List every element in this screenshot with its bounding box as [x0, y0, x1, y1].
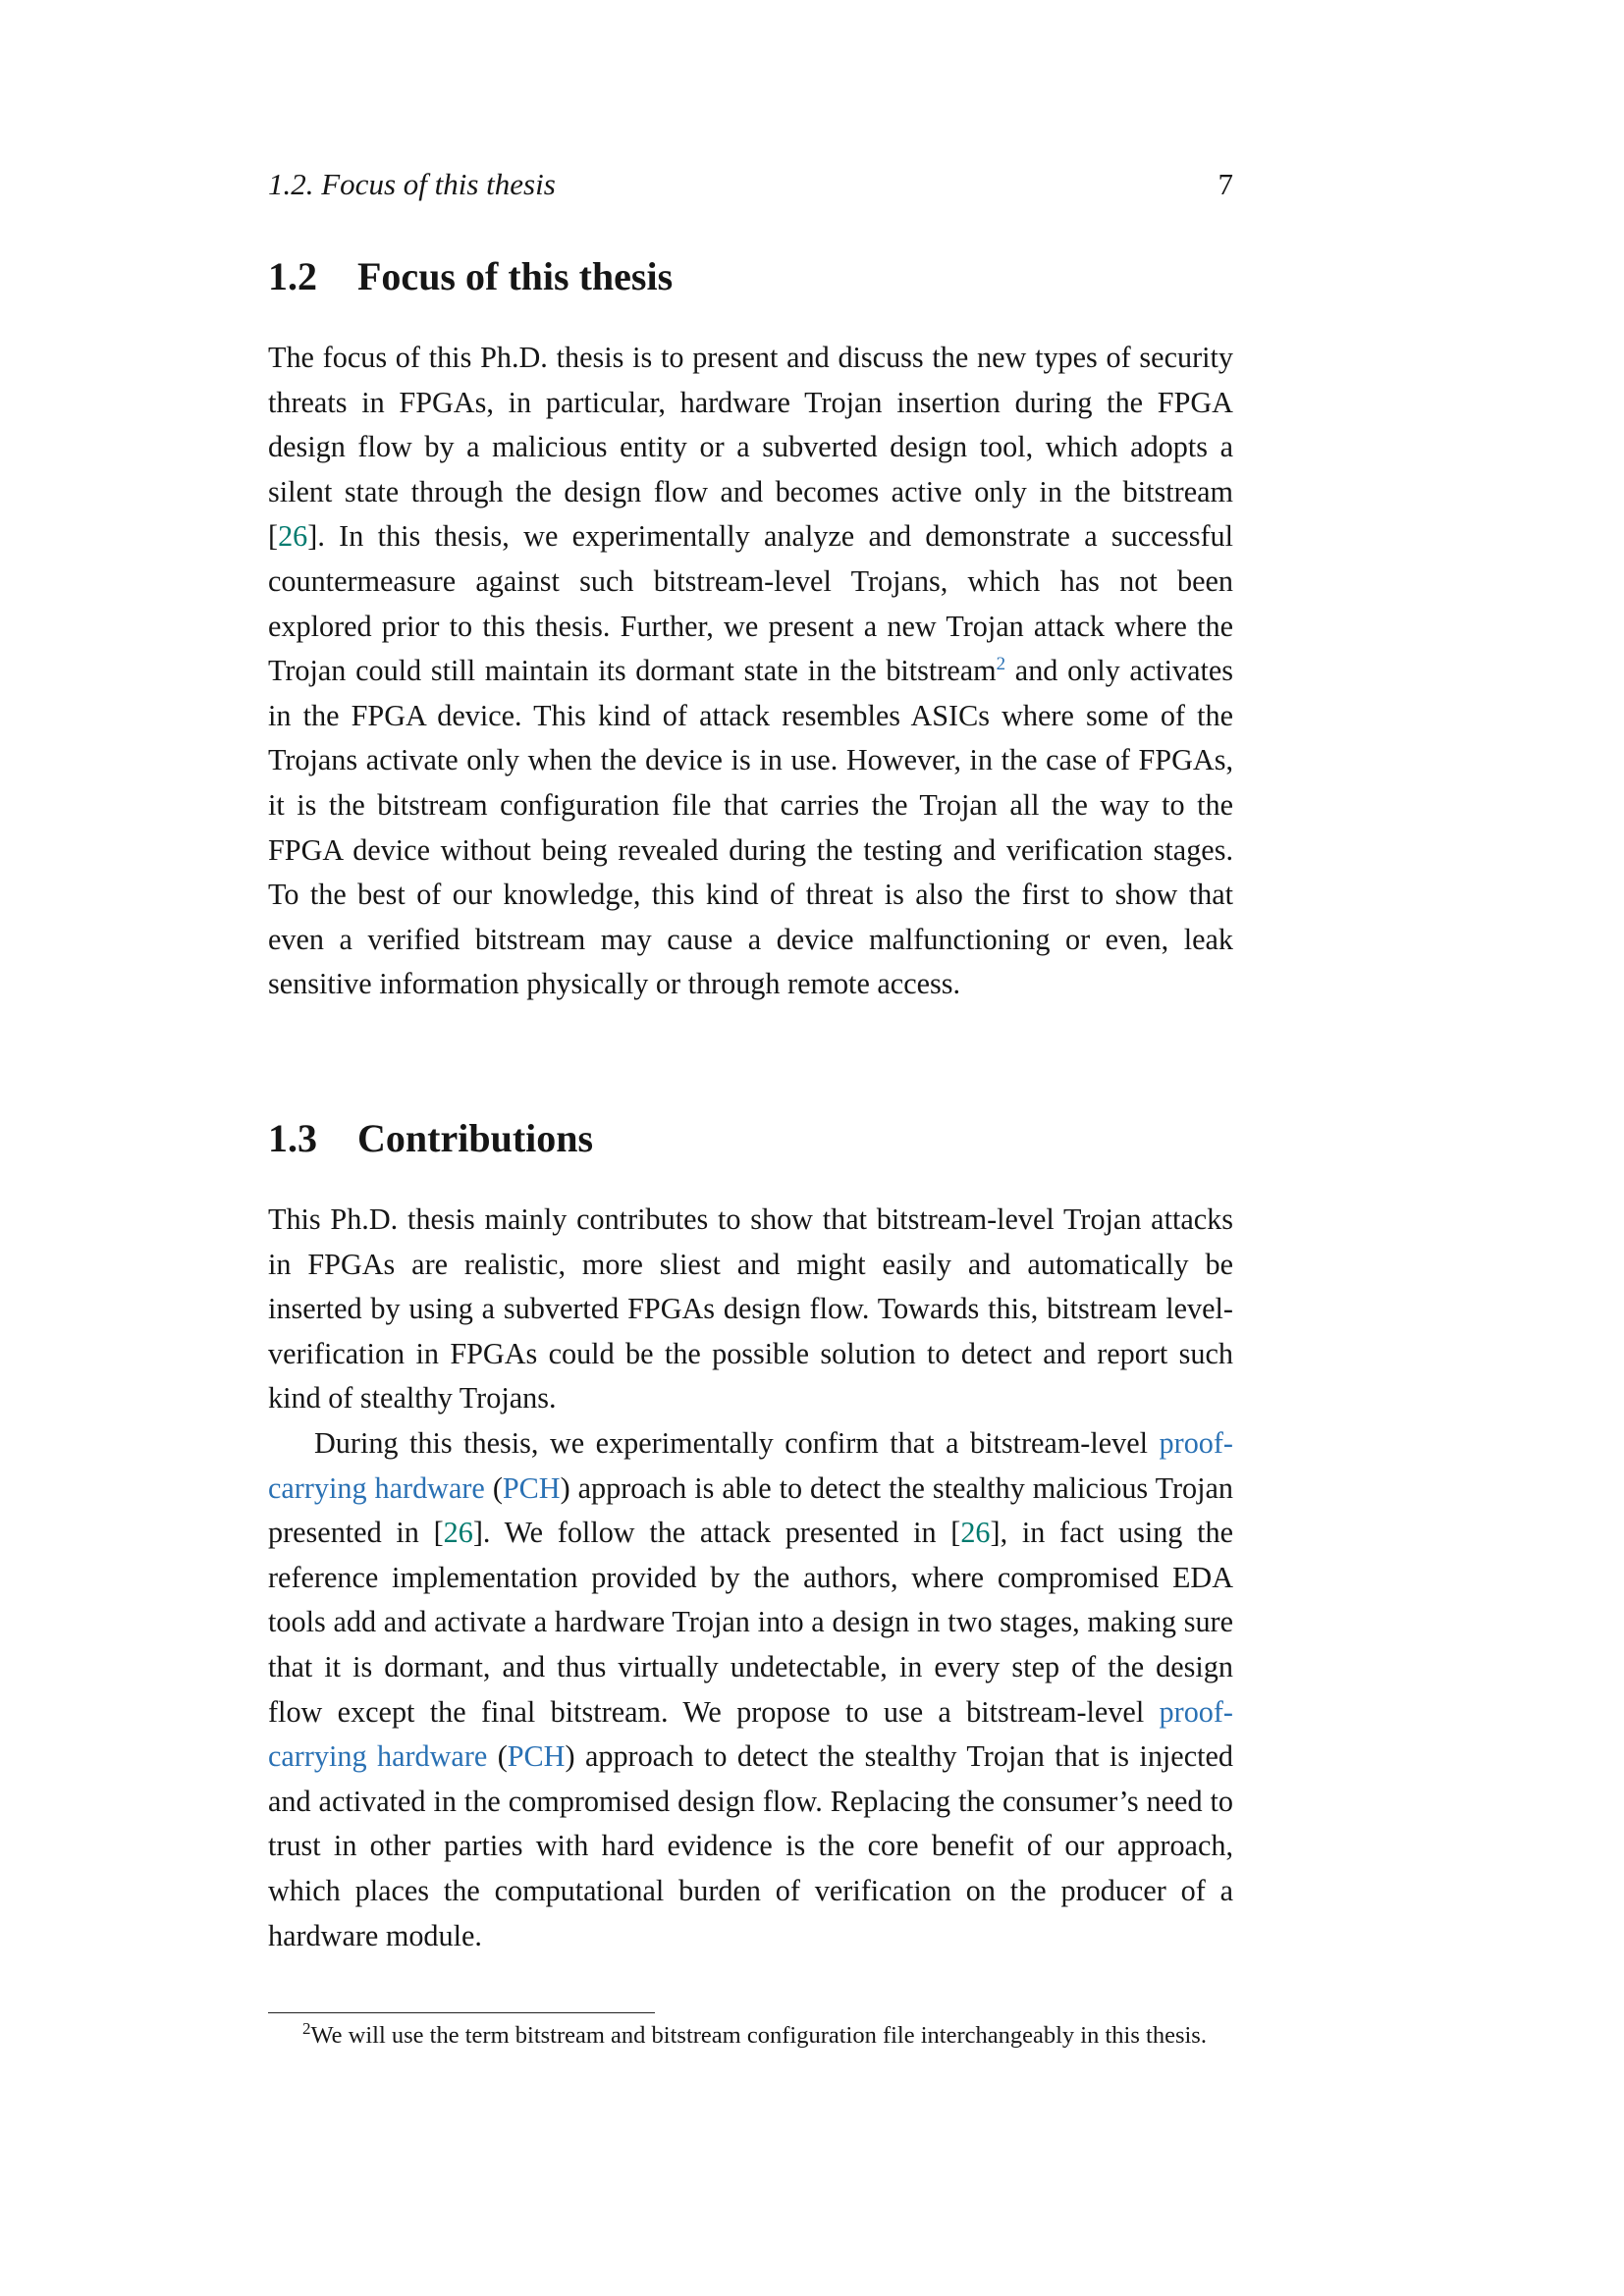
paragraph-text: ( [484, 1470, 503, 1505]
running-title: 1.2. Focus of this thesis [268, 167, 556, 201]
paragraph-contributions-2 [268, 1421, 1233, 1958]
paragraph-text: . In this thesis, we experimentally analyze and demonstrate a successful countermeasure against such bitstream-level Trojans, which has not been explored prior to this thesis. Further, we present a new Trojan attack where the Trojan could still maintain its dormant state in the bitstream [268, 519, 1233, 688]
section-title: Contributions [357, 1116, 594, 1160]
section-number: 1.3 [268, 1116, 317, 1160]
section-heading-focus [268, 249, 1233, 304]
footnote-text: We will use the term bitstream and bitstream configuration file interchangeably in this thesis. [310, 2022, 1207, 2049]
footnote-rule [268, 2012, 655, 2013]
acronym-link[interactable]: proof-carrying hardware [268, 1694, 1233, 1774]
paragraph-focus [268, 336, 1233, 1007]
section-title: Focus of this thesis [357, 254, 674, 298]
acronym-link[interactable]: PCH [502, 1470, 561, 1505]
paragraph-text: ]. We follow the attack presented in [ [472, 1516, 961, 1550]
paragraph-text: During this thesis, we experimentally confirm that a bitstream-level [314, 1426, 1160, 1460]
footnote-marker[interactable]: 2 [996, 654, 1006, 675]
paragraph-text: ) approach is able to detect the stealthy malicious Trojan presented in [ [268, 1470, 1233, 1550]
acronym-link[interactable]: proof-carrying hardware [268, 1426, 1233, 1505]
running-header [268, 163, 1233, 206]
citation-link[interactable]: [26] [268, 519, 318, 554]
citation-number[interactable]: 26 [278, 519, 308, 554]
page-number: 7 [1218, 167, 1233, 201]
citation-link[interactable]: 26 [443, 1516, 473, 1550]
paragraph-text: ], in fact using the reference implementation provided by the authors, where compromised EDA tools add and activate a hardware Trojan into a design in two stages, making sure that it is dormant, and thus virtually undetectable, in every step of the design flow except the final bitstream. We propose to use a bitstream-level [268, 1516, 1233, 1729]
footnote [268, 2020, 1233, 2051]
citation-link[interactable]: 26 [960, 1516, 991, 1550]
section-heading-contributions [268, 1111, 1233, 1166]
acronym-link[interactable]: PCH [507, 1739, 566, 1774]
paragraph-text: ) approach to detect the stealthy Trojan that is injected and activated in the compromised design flow. Replacing the consumer’s need to trust in other parties with hard evidence is the core benefit of our approach, which places the computational burden of verification on the producer of a hardware module. [268, 1739, 1233, 1952]
footnote-number: 2 [302, 2018, 311, 2038]
paragraph-text: The focus of this Ph.D. thesis is to present and discuss the new types of security threats in FPGAs, in particular, hardware Trojan insertion during the FPGA design flow by a malicious entity or a subverted design tool, which adopts a silent state through the design flow and becomes active only in the bitstream [268, 341, 1233, 508]
paragraph-text: ( [487, 1739, 508, 1774]
paragraph-contributions-1: This Ph.D. thesis mainly contributes to show that bitstream-level Trojan attacks in FPGAs are realistic, more sliest and might easily and automatically be inserted by using a subverted FPGAs design flow. Towards this, bitstream level-verification in FPGAs could be the possible solution to detect and report such kind of stealthy Trojans. [268, 1202, 1233, 1415]
paragraph-text: and only activates in the FPGA device. This kind of attack resembles ASICs where some of the Trojans activate only when the device is in use. However, in the case of FPGAs, it is the bitstream configuration file that carries the Trojan all the way to the FPGA device without being revealed during the testing and verification stages. To the best of our knowledge, this kind of threat is also the first to show that even a verified bitstream may cause a device malfunctioning or even, leak sensitive information physically or through remote access. [268, 654, 1234, 1001]
section-number: 1.2 [268, 254, 317, 298]
